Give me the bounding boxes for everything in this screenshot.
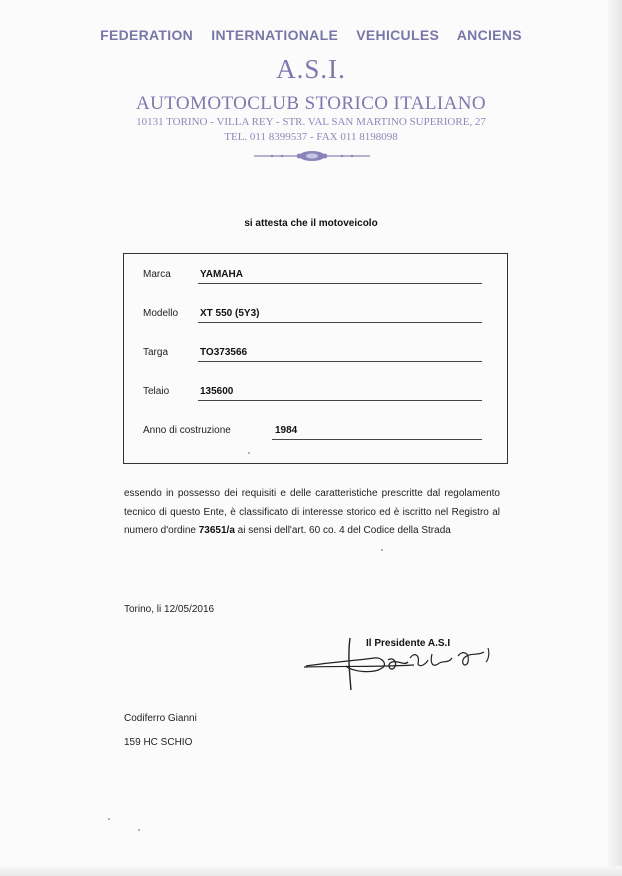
targa-value: TO373566 [200, 347, 248, 358]
owner-name: Codiferro Gianni [124, 713, 197, 724]
president-title: Il Presidente A.S.I [366, 638, 451, 649]
order-number: 73651/a [198, 525, 235, 537]
telaio-value: 135600 [200, 386, 234, 397]
handwritten-signature-icon [302, 634, 502, 694]
vehicle-row-anno [124, 425, 507, 445]
telaio-label: Telaio [143, 386, 170, 397]
vehicle-details-box [123, 253, 508, 464]
marca-value: YAMAHA [200, 269, 243, 280]
modello-value: XT 550 (5Y3) [200, 308, 260, 319]
targa-underline [198, 361, 482, 362]
club-name: AUTOMOTOCLUB STORICO ITALIANO [136, 93, 486, 114]
paper-speck [381, 549, 383, 551]
paragraph-text-start: essendo in possesso dei requisiti e delle caratteristiche prescritte dal regolamento tecnico di questo Ente, è classificato di interesse storico ed è iscritto nel Registro al numero d'ordine [124, 488, 500, 537]
vehicle-row-marca [124, 269, 507, 289]
vehicle-row-modello [124, 308, 507, 328]
marca-underline [198, 283, 482, 284]
paper-speck [108, 818, 110, 820]
certification-intro: si attesta che il motoveicolo [244, 218, 378, 229]
paper-speck [248, 452, 250, 454]
modello-label: Modello [143, 308, 179, 319]
anno-label: Anno di costruzione [143, 425, 231, 436]
owner-code: 159 HC SCHIO [124, 737, 193, 748]
vehicle-row-telaio [124, 386, 507, 406]
certification-paragraph [124, 485, 500, 541]
paragraph-text-end: ai sensi dell'art. 60 co. 4 del Codice della Strada [234, 525, 451, 537]
issue-date: Torino, li 12/05/2016 [124, 604, 215, 615]
asi-logo-text: A.S.I. [276, 54, 346, 84]
anno-value: 1984 [275, 425, 298, 436]
club-contacts: TEL. 011 8399537 - FAX 011 8198098 [224, 131, 398, 143]
federation-heading: FEDERATION INTERNATIONALE VEHICULES ANCIENS [100, 27, 522, 43]
targa-label: Targa [143, 347, 169, 358]
marca-label: Marca [143, 269, 171, 280]
anno-underline [272, 439, 482, 440]
modello-underline [198, 322, 482, 323]
decorative-flourish-icon [252, 148, 372, 164]
vehicle-row-targa [124, 347, 507, 367]
paper-edge-bottom [0, 866, 622, 876]
club-address: 10131 TORINO - VILLA REY - STR. VAL SAN MARTINO SUPERIORE, 27 [136, 116, 486, 128]
paper-speck [138, 829, 140, 831]
telaio-underline [198, 400, 482, 401]
